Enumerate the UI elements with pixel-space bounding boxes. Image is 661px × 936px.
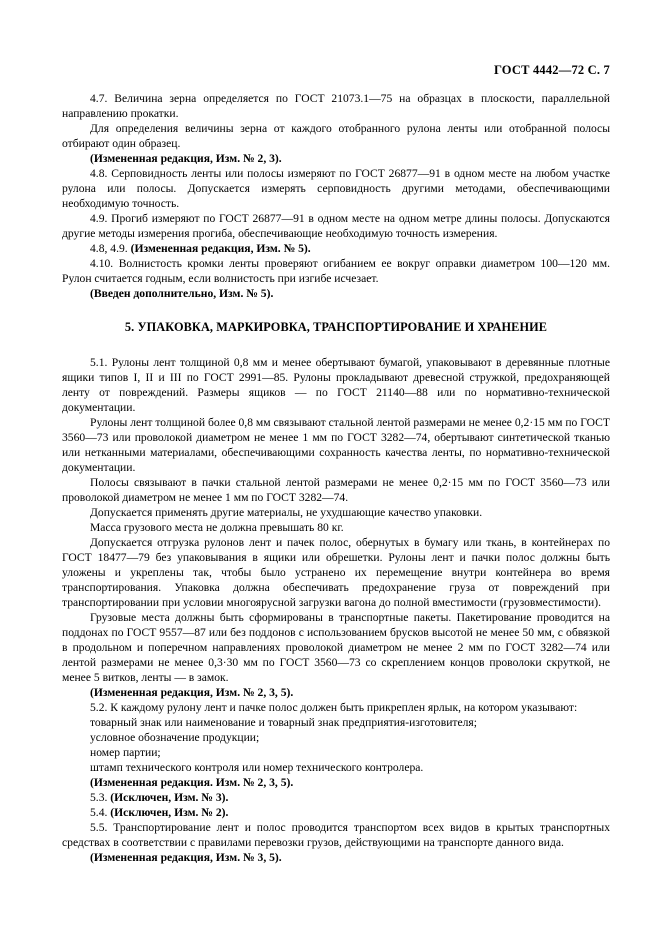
clause-paragraph: Для определения величины зерна от каждого отобранного рулона ленты или отобранной полосы отбирают один образец. [62,122,610,150]
amendment-note: (Измененная редакция. Изм. № 2, 3, 5). [90,776,294,789]
clause-paragraph: 4.10. Волнистость кромки ленты проверяют огибанием ее вокруг оправки диаметром 100—120 мм. Рулон считается годным, если волнистость при изгибе исчезает. [62,257,610,285]
amendment-note: (Исключен, Изм. № 2). [110,806,229,819]
clause-paragraph: 5.5. Транспортирование лент и полос проводится транспортом всех видов в крытых транспортных средствах в соответствии с правилами перевозки грузов, действующими на транспорте данного вида. [62,821,610,849]
clause-number: 4.8, 4.9. [90,242,131,255]
clause-paragraph [62,241,610,256]
clause-paragraph: Рулоны лент толщиной более 0,8 мм связывают стальной лентой размерами не менее 0,2·15 мм по ГОСТ 3560—73 или проволокой диаметром не менее 1 мм по ГОСТ 3282—74, обертывают синтетической тканью или нетканными материалами, обеспечивающими сохранность качества ленты, по нормативно-технической документации. [62,416,610,474]
amendment-note: (Измененная редакция, Изм. № 2, 3). [90,152,282,165]
section-title: 5. УПАКОВКА, МАРКИРОВКА, ТРАНСПОРТИРОВАНИЕ И ХРАНЕНИЕ [124,320,548,334]
clause-paragraph [62,790,610,805]
list-item: условное обозначение продукции; [90,731,260,744]
amendment-note: (Измененная редакция, Изм. № 3, 5). [90,851,282,864]
amendment-note: (Исключен, Изм. № 3). [110,791,229,804]
clause-paragraph: Допускается применять другие материалы, не ухудшающие качество упаковки. [90,506,483,519]
list-item: номер партии; [90,746,161,759]
amendment-note: (Введен дополнительно, Изм. № 5). [90,287,274,300]
clause-number: 5.3. [90,791,111,804]
clause-paragraph: 5.1. Рулоны лент толщиной 0,8 мм и менее обертывают бумагой, упаковывают в деревянные плотные ящики типов I, II и III по ГОСТ 2991—85. Рулоны прокладывают древесной стружкой, предохраняющей ленту от повреждений. Размеры ящиков — по ГОСТ 21140—88 или по нормативно-технической документации. [62,356,610,414]
clause-paragraph: Допускается отгрузка рулонов лент и пачек полос, обернутых в бумагу или ткань, в контейнерах по ГОСТ 18477—79 без упаковывания в ящики или обрешетки. Рулоны лент и пачки полос должны быть уложены и укреплены так, чтобы было устранено их перемещение внутри контейнера во время транспортирования. Упаковка должна обеспечивать предохранение груза от повреждений при транспортировании при условии многоярусной загрузки вагона до полной вместимости (грузовместимости). [62,536,610,609]
section-4-tail [62,91,610,301]
clause-number: 5.4. [90,806,111,819]
clause-paragraph: Масса грузового места не должна превышать 80 кг. [90,521,344,534]
clause-paragraph: 4.8. Серповидность ленты или полосы измеряют по ГОСТ 26877—91 в одном месте на любом участке рулона или полосы. Допускается измерять серповидность другими методами, обеспечивающими необходимую точность. [62,167,610,210]
list-item: штамп технического контроля или номер технического контролера. [90,761,424,774]
clause-paragraph: 4.9. Прогиб измеряют по ГОСТ 26877—91 в одном месте на одном метре длины полосы. Допускаются другие методы измерения прогиба, обеспечивающие необходимую точность измерения. [62,212,610,240]
clause-paragraph: Грузовые места должны быть сформированы в транспортные пакеты. Пакетирование проводится на поддонах по ГОСТ 9557—87 или без поддонов с использованием брусков высотой не менее 50 мм, с обвязкой в продольном и поперечном направлениях проволокой диаметром не менее 2 мм по ГОСТ 3282—74 или лентой размерами не менее 0,3·30 мм по ГОСТ 3560—73 со скреплением концов проволоки скруткой, не менее 5 витков, ленты — в замок. [62,611,610,684]
list-item: товарный знак или наименование и товарный знак предприятия-изготовителя; [90,716,477,729]
amendment-note: (Измененная редакция, Изм. № 2, 3, 5). [90,686,294,699]
section-5-body [62,355,610,865]
page-header: ГОСТ 4442—72 С. 7 [493,63,610,77]
document-body [62,91,610,865]
clause-paragraph: 5.2. К каждому рулону лент и пачке полос должен быть прикреплен ярлык, на котором указывают: [90,701,578,714]
clause-paragraph [62,805,610,820]
clause-paragraph: Полосы связывают в пачки стальной лентой размерами не менее 0,2·15 мм по ГОСТ 3560—73 или проволокой диаметром не менее 1 мм по ГОСТ 3282—74. [62,476,610,504]
amendment-note: (Измененная редакция, Изм. № 5). [130,242,311,255]
clause-paragraph: 4.7. Величина зерна определяется по ГОСТ 21073.1—75 на образцах в плоскости, параллельной направлению прокатки. [62,92,610,120]
